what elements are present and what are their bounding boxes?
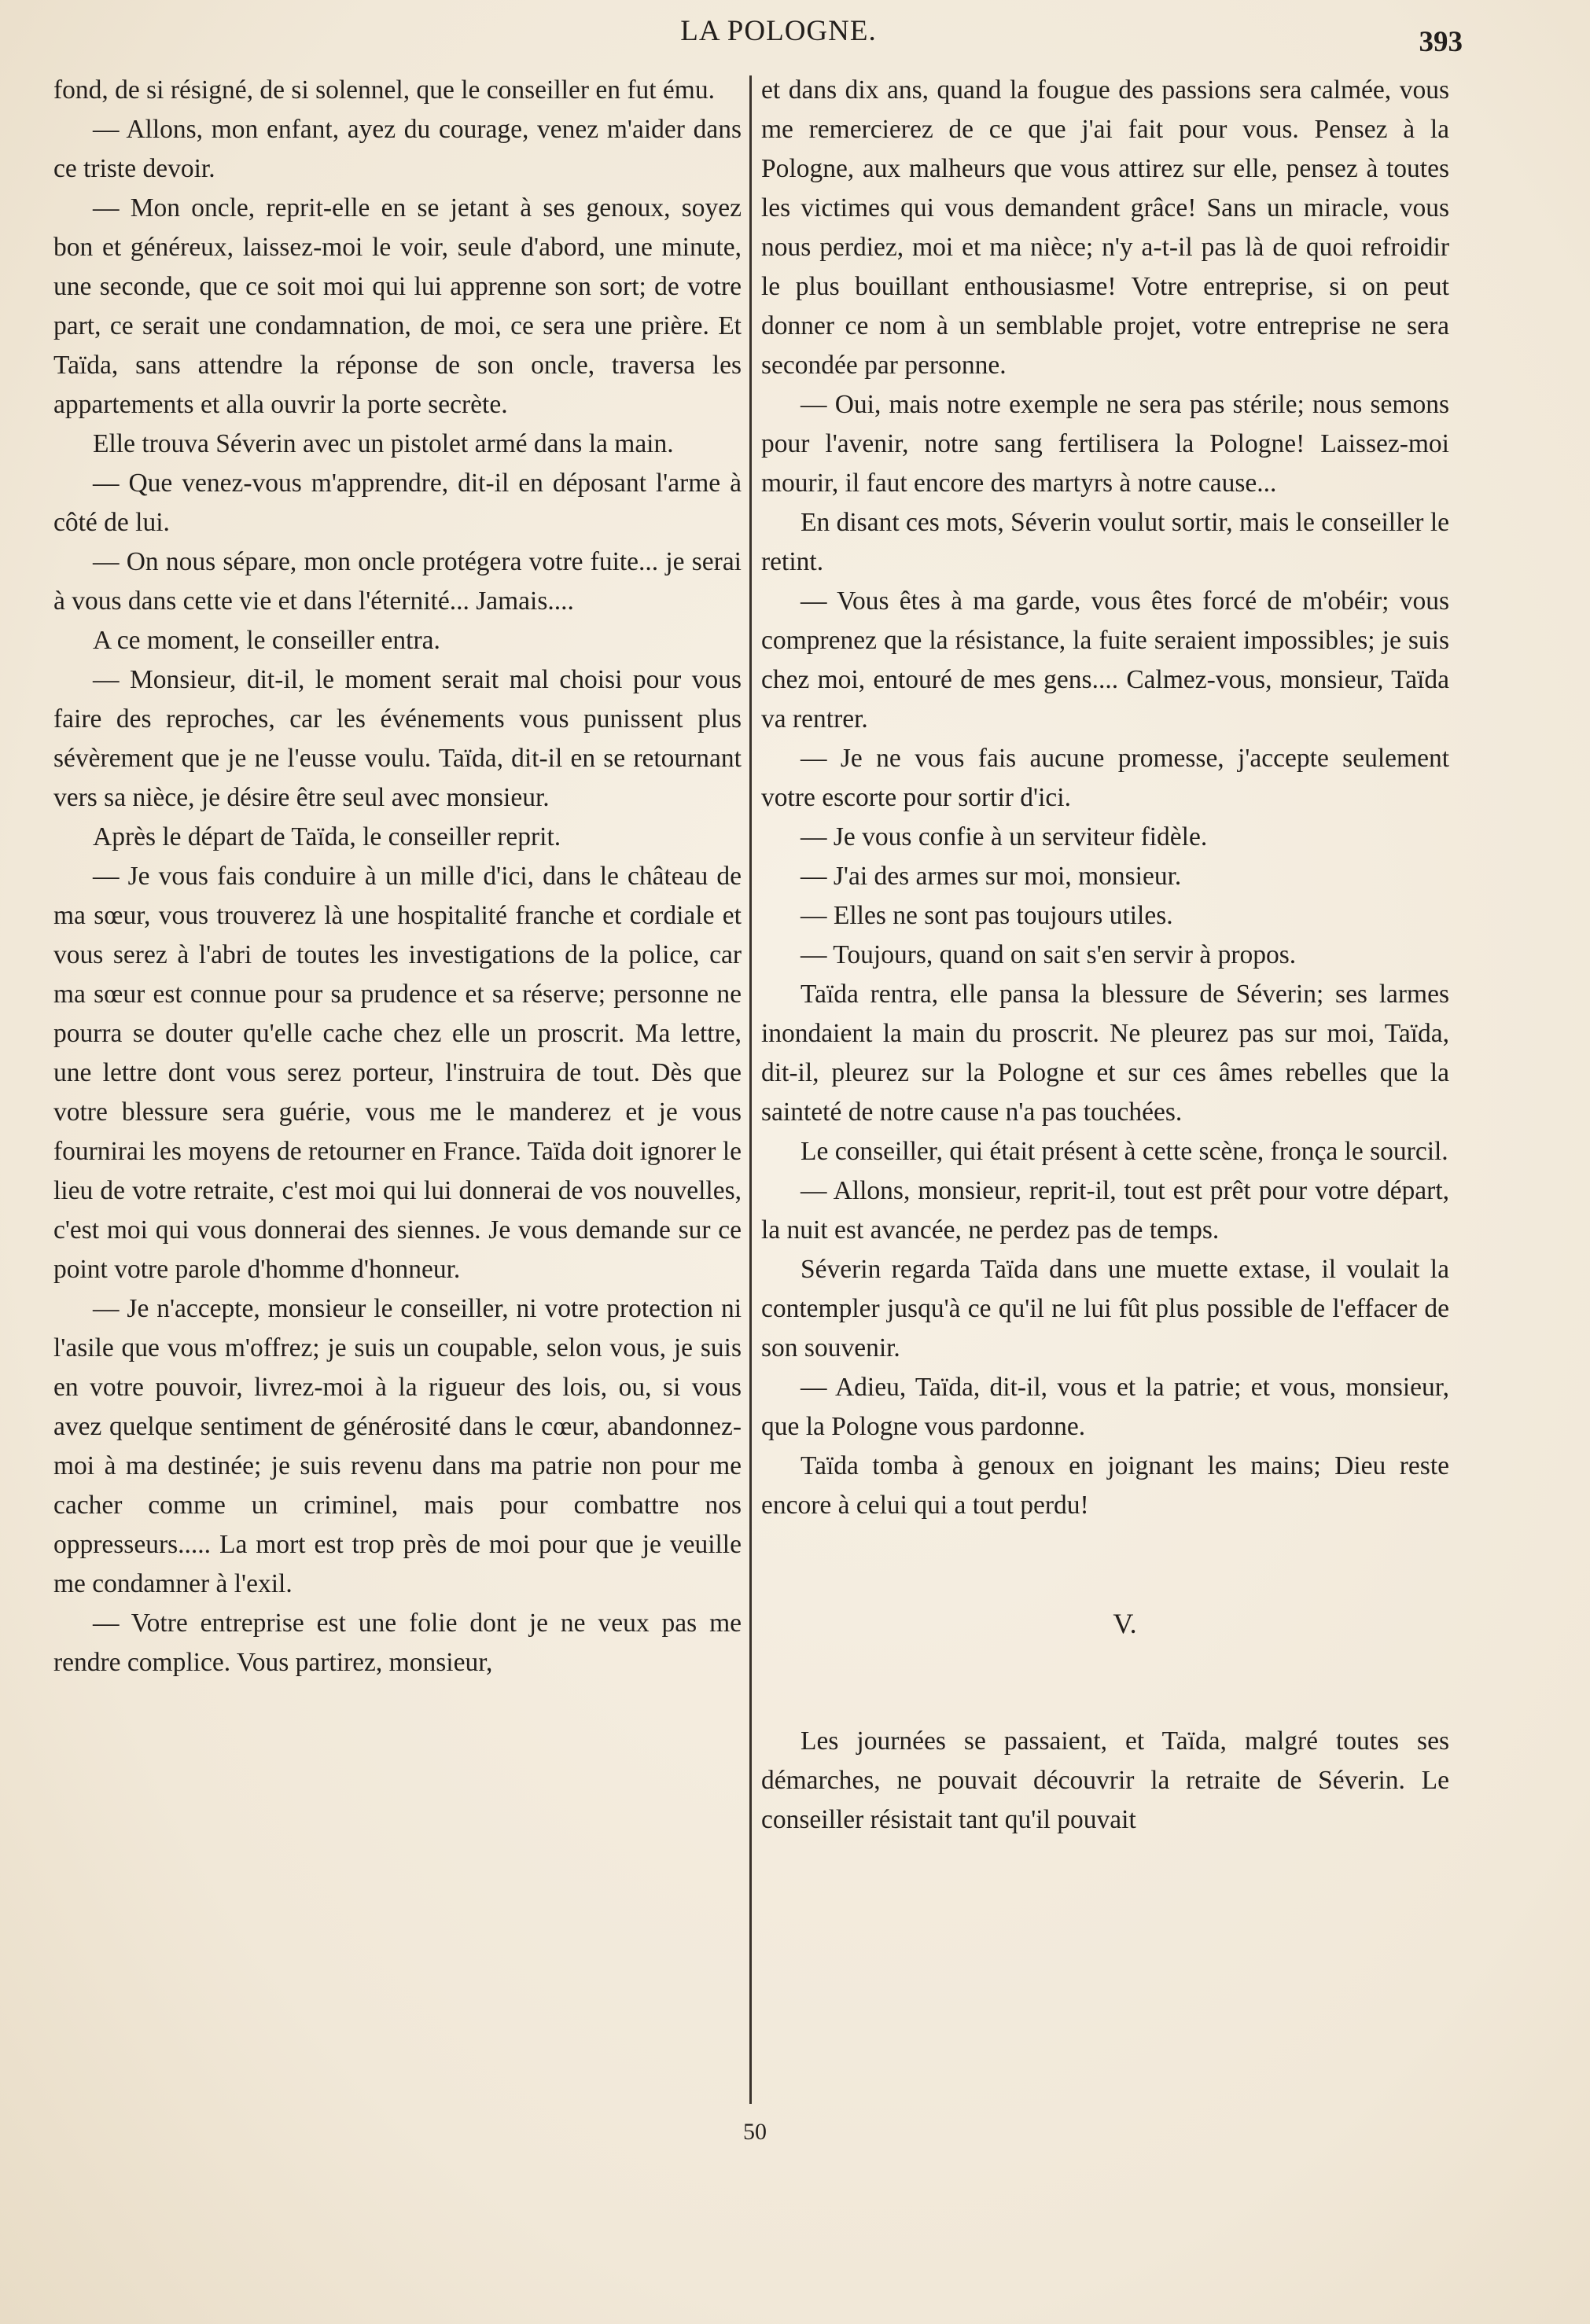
paragraph: — Oui, mais notre exemple ne sera pas stérile; nous semons pour l'avenir, notre sang fertilisera la Pologne! Laissez-moi mourir, il faut encore des martyrs à notre cause... bbox=[761, 390, 1449, 498]
running-title: LA POLOGNE. bbox=[680, 15, 877, 47]
paragraph: — Je n'accepte, monsieur le conseiller, ni votre protection ni l'asile que vous m'offrez; je suis un coupable, selon vous, je suis en votre pouvoir, livrez-moi à la rigueur des lois, ou, si vous avez quelque sentiment de générosité dans le cœur, abandonnez-moi à ma destinée; je suis revenu dans ma patrie non pour me cacher comme un criminel, mais pour combattre nos oppresseurs..... La mort est trop près de moi pour que je veuille me condamner à l'exil. bbox=[53, 1294, 742, 1598]
paragraph: — Adieu, Taïda, dit-il, vous et la patrie; et vous, monsieur, que la Pologne vous pardonne. bbox=[761, 1373, 1449, 1441]
paragraph: Taïda tomba à genoux en joignant les mains; Dieu reste encore à celui qui a tout perdu! bbox=[761, 1451, 1449, 1520]
paragraph: En disant ces mots, Séverin voulut sortir, mais le conseiller le retint. bbox=[761, 508, 1449, 576]
right-column bbox=[761, 71, 1449, 1840]
paragraph: et dans dix ans, quand la fougue des passions sera calmée, vous me remercierez de ce que j'ai fait pour vous. Pensez à la Pologne, aux malheurs que vous attirez sur elle, pensez à toutes les victimes qui vous demandent grâce! Sans un miracle, vous nous perdiez, moi et ma nièce; n'y a-t-il pas là de quoi refroidir le plus bouillant enthousiasme! Votre entreprise, si on peut donner ce nom à un semblable projet, votre entreprise ne sera secondée par personne. bbox=[761, 75, 1449, 380]
paragraph: — Mon oncle, reprit-elle en se jetant à ses genoux, soyez bon et généreux, laissez-moi le voir, seule d'abord, une minute, une seconde, que ce soit moi qui lui apprenne son sort; de votre part, ce serait une condamnation, de moi, ce sera une prière. Et Taïda, sans attendre la réponse de son oncle, traversa les appartements et alla ouvrir la porte secrète. bbox=[53, 193, 742, 419]
paragraph: — Je ne vous fais aucune promesse, j'accepte seulement votre escorte pour sortir d'ici. bbox=[761, 744, 1449, 812]
paragraph: Séverin regarda Taïda dans une muette extase, il voulait la contempler jusqu'à ce qu'il ne lui fût plus possible de l'effacer de son souvenir. bbox=[761, 1255, 1449, 1362]
paragraph: Les journées se passaient, et Taïda, malgré toutes ses démarches, ne pouvait découvrir la retraite de Séverin. Le conseiller résistait tant qu'il pouvait bbox=[761, 1726, 1449, 1834]
column-divider bbox=[749, 75, 752, 2104]
paragraph: Taïda rentra, elle pansa la blessure de Séverin; ses larmes inondaient la main du proscrit. Ne pleurez pas sur moi, Taïda, dit-il, pleurez sur la Pologne et sur ces âmes rebelles que la sainteté de notre cause n'a pas touchées. bbox=[761, 980, 1449, 1127]
paragraph: — Je vous confie à un serviteur fidèle. bbox=[801, 822, 1208, 851]
paragraph: Elle trouva Séverin avec un pistolet armé dans la main. bbox=[93, 429, 674, 458]
paragraph: — Votre entreprise est une folie dont je ne veux pas me rendre complice. Vous partirez, monsieur, bbox=[53, 1609, 742, 1677]
paragraph: — Que venez-vous m'apprendre, dit-il en déposant l'arme à côté de lui. bbox=[53, 469, 742, 537]
paragraph: — Elles ne sont pas toujours utiles. bbox=[801, 901, 1173, 930]
section-heading: V. bbox=[1113, 1608, 1137, 1639]
signature-mark: 50 bbox=[743, 2119, 767, 2145]
paragraph: — Toujours, quand on sait s'en servir à propos. bbox=[801, 940, 1297, 969]
paragraph: — Je vous fais conduire à un mille d'ici, dans le château de ma sœur, vous trouverez là une hospitalité franche et cordiale et vous serez à l'abri de toutes les investigations de la police, car ma sœur est connue pour sa prudence et sa réserve; personne ne pourra se douter qu'elle cache chez elle un proscrit. Ma lettre, une lettre dont vous serez porteur, l'instruira de tout. Dès que votre blessure sera guérie, vous me le manderez et je vous fournirai les moyens de retourner en France. Taïda doit ignorer le lieu de votre retraite, c'est moi qui lui donnerai de vos nouvelles, c'est moi qui vous donnerai des siennes. Je vous demande sur ce point votre parole d'homme d'honneur. bbox=[53, 862, 742, 1284]
paragraph: — Allons, mon enfant, ayez du courage, venez m'aider dans ce triste devoir. bbox=[53, 115, 742, 183]
paragraph: — J'ai des armes sur moi, monsieur. bbox=[801, 862, 1182, 891]
paragraph: A ce moment, le conseiller entra. bbox=[93, 626, 440, 655]
left-column bbox=[53, 71, 742, 1682]
paragraph: fond, de si résigné, de si solennel, que le conseiller en fut ému. bbox=[53, 75, 715, 105]
paragraph: — Allons, monsieur, reprit-il, tout est prêt pour votre départ, la nuit est avancée, ne perdez pas de temps. bbox=[761, 1176, 1449, 1245]
paragraph: Après le départ de Taïda, le conseiller reprit. bbox=[93, 822, 561, 851]
page-number: 393 bbox=[1419, 26, 1463, 58]
paragraph: — Monsieur, dit-il, le moment serait mal choisi pour vous faire des reproches, car les événements vous punissent plus sévèrement que je ne l'eusse voulu. Taïda, dit-il en se retournant vers sa nièce, je désire être seul avec monsieur. bbox=[53, 665, 742, 812]
paragraph: Le conseiller, qui était présent à cette scène, fronça le sourcil. bbox=[801, 1137, 1448, 1166]
paragraph: — On nous sépare, mon oncle protégera votre fuite... je serai à vous dans cette vie et dans l'éternité... Jamais.... bbox=[53, 547, 742, 616]
paragraph: — Vous êtes à ma garde, vous êtes forcé de m'obéir; vous comprenez que la résistance, la fuite seraient impossibles; je suis chez moi, entouré de mes gens.... Calmez-vous, monsieur, Taïda va rentrer. bbox=[761, 587, 1449, 734]
